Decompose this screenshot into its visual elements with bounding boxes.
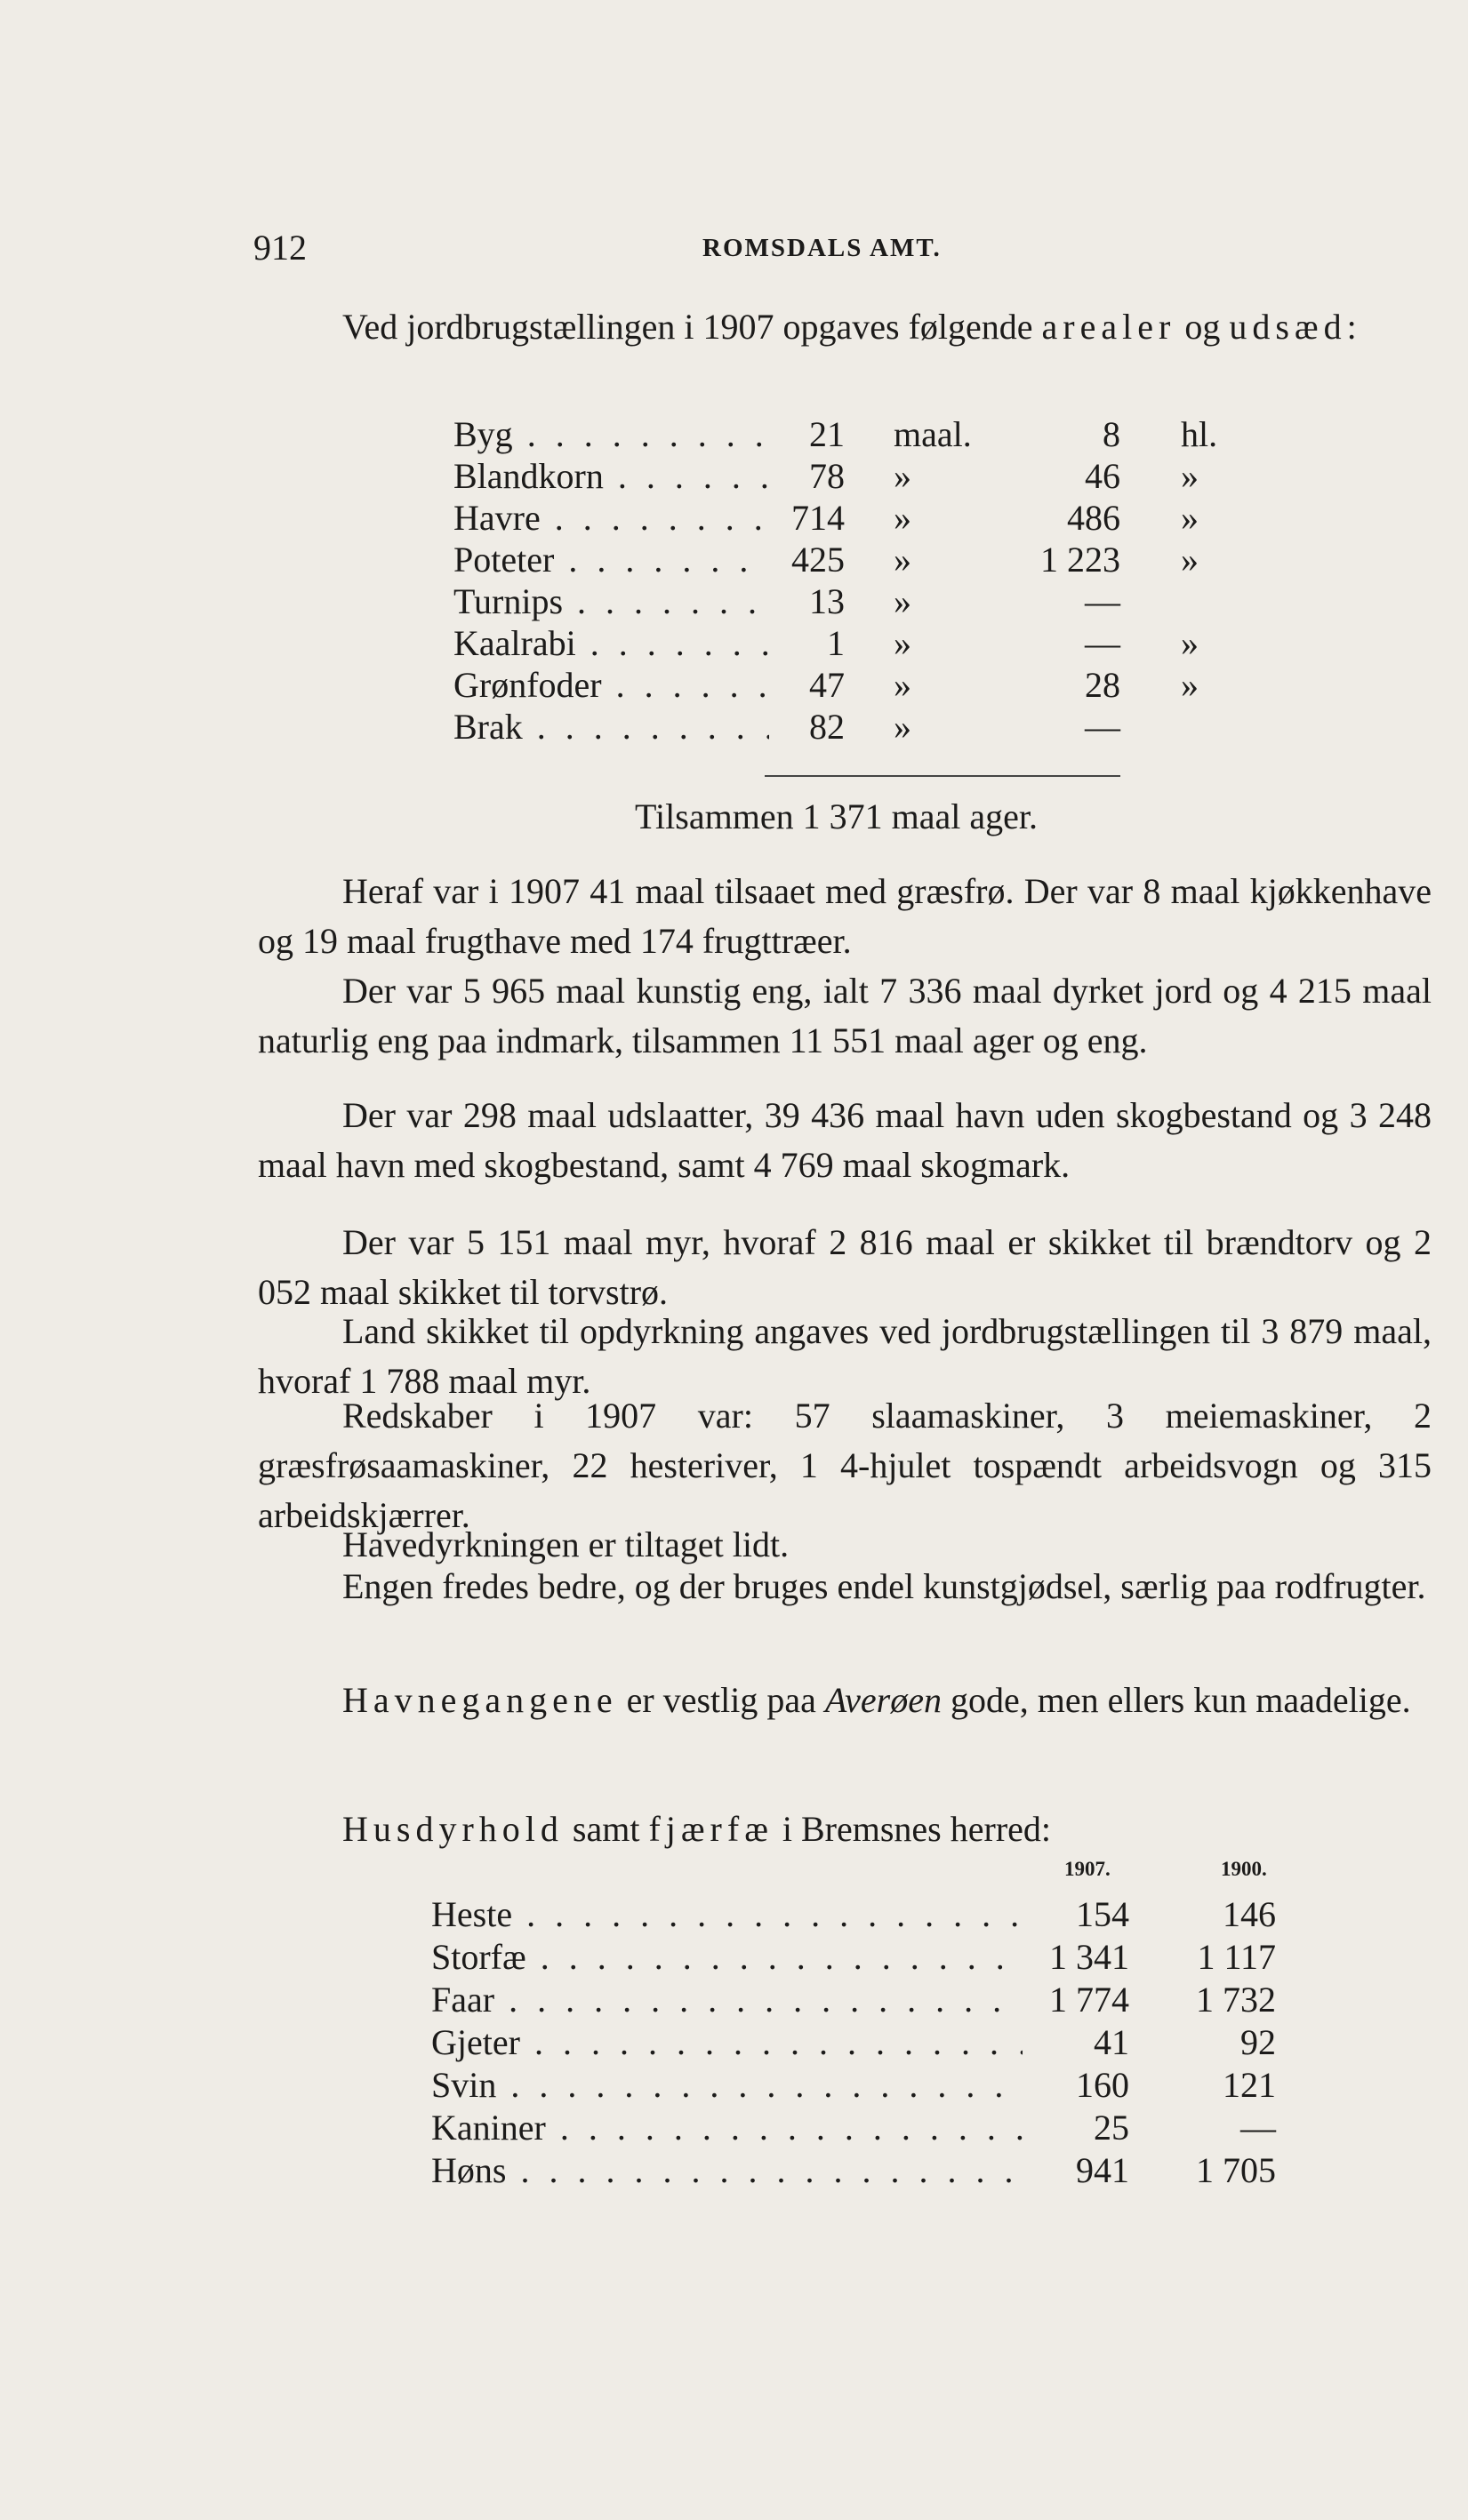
year-1907-header: 1907. <box>1064 1858 1111 1880</box>
paragraph-redskaber: Redskaber i 1907 var: 57 slaamaskiner, 3 meiemaskiner, 2 græsfrøsaamaskiner, 22 hesteriver, 1 4-hjulet tospændt arbeidsvogn og 315 arbeidskjærrer. <box>258 1396 1432 1535</box>
count-1900: — <box>1240 2108 1276 2148</box>
area-unit: » <box>894 581 911 621</box>
area-unit: » <box>894 540 911 580</box>
seed-unit: » <box>1181 456 1199 496</box>
animal-name: Gjeter . . . <box>431 2021 1045 2063</box>
animal-name: Storfæ . . . <box>431 1936 1045 1978</box>
running-title: ROMSDALS AMT. <box>702 234 942 262</box>
table-row <box>453 413 1236 455</box>
paragraph-opdyrkning: Land skikket til opdyrkning angaves ved jordbrugstællingen til 3 879 maal, hvoraf 1 788 maal myr. <box>258 1311 1432 1401</box>
crop-name: Grønfoder . . . <box>453 664 769 706</box>
crop-area: 47 <box>774 664 845 706</box>
crop-seed: 8 <box>1103 414 1120 454</box>
crop-area: 82 <box>774 706 845 748</box>
crop-seed: — <box>1085 581 1120 621</box>
crop-seed: 28 <box>1085 665 1120 705</box>
husdyr-table <box>431 1858 1303 2192</box>
animal-name: Svin . . . <box>431 2064 1045 2106</box>
paragraph-engen: Engen fredes bedre, og der bruges endel kunstgjødsel, særlig paa rodfrugter. <box>342 1566 1426 1606</box>
seed-unit: » <box>1181 498 1199 538</box>
husdyr-heading: Husdyrhold samt fjærfæ i Bremsnes herred: <box>342 1809 1052 1849</box>
seed-unit: » <box>1181 623 1199 663</box>
crop-area: 78 <box>774 455 845 497</box>
table-row <box>453 455 1236 497</box>
count-1907: 41 <box>1023 2021 1129 2063</box>
crop-area: 714 <box>774 497 845 539</box>
table-row <box>431 2107 1303 2149</box>
paragraph-graesfro: Heraf var i 1907 41 maal tilsaaet med græsfrø. Der var 8 maal kjøkkenhave og 19 maal frugthave med 174 frugttræer. <box>258 871 1432 961</box>
crop-area: 1 <box>774 622 845 664</box>
count-1900: 146 <box>1223 1894 1276 1934</box>
table-row <box>453 706 1236 748</box>
seed-unit: » <box>1181 540 1199 580</box>
crop-name: Kaalrabi . . . <box>453 622 769 664</box>
year-1900-header: 1900. <box>1221 1858 1267 1880</box>
crop-seed: — <box>1085 623 1120 663</box>
crop-area: 13 <box>774 580 845 622</box>
count-1900: 1 705 <box>1196 2150 1276 2190</box>
table-row <box>453 580 1236 622</box>
crop-name: Poteter . . . <box>453 539 769 580</box>
table-row <box>453 622 1236 664</box>
table-row <box>453 497 1236 539</box>
area-unit: » <box>894 498 911 538</box>
areal-table <box>453 413 1236 748</box>
crop-seed: 486 <box>1067 498 1120 538</box>
count-1900: 1 732 <box>1196 1980 1276 2020</box>
year-header-row <box>431 1858 1303 1893</box>
area-unit: » <box>894 707 911 747</box>
table-row <box>431 1979 1303 2021</box>
animal-name: Faar . . . <box>431 1979 1045 2020</box>
count-1907: 941 <box>1023 2149 1129 2191</box>
crop-seed: 46 <box>1085 456 1120 496</box>
crop-area: 21 <box>774 413 845 455</box>
crop-seed: 1 223 <box>1040 540 1120 580</box>
area-unit: » <box>894 623 911 663</box>
seed-unit: hl. <box>1181 414 1218 454</box>
table-row <box>431 2064 1303 2107</box>
count-1900: 121 <box>1223 2065 1276 2105</box>
count-1907: 154 <box>1023 1893 1129 1935</box>
count-1907: 1 774 <box>1023 1979 1129 2020</box>
area-unit: maal. <box>894 414 972 454</box>
count-1907: 160 <box>1023 2064 1129 2106</box>
page-header <box>253 227 1445 271</box>
intro-paragraph: Ved jordbrugstællingen i 1907 opgaves følgende arealer og udsæd: <box>342 307 1357 347</box>
total-line: Tilsammen 1 371 maal ager. <box>635 796 1038 836</box>
crop-seed: — <box>1085 707 1120 747</box>
table-row <box>431 2021 1303 2064</box>
paragraph-udslaatter: Der var 298 maal udslaatter, 39 436 maal havn uden skogbestand og 3 248 maal havn med skogbestand, samt 4 769 maal skogmark. <box>258 1095 1432 1185</box>
count-1900: 1 117 <box>1197 1937 1276 1977</box>
table-row <box>431 1936 1303 1979</box>
crop-name: Havre . . . <box>453 497 769 539</box>
paragraph-myr: Der var 5 151 maal myr, hvoraf 2 816 maal er skikket til brændtorv og 2 052 maal skikket til torvstrø. <box>258 1222 1432 1312</box>
paragraph-eng: Der var 5 965 maal kunstig eng, ialt 7 336 maal dyrket jord og 4 215 maal naturlig eng paa indmark, tilsammen 11 551 maal ager og eng. <box>258 971 1432 1060</box>
table-row <box>453 664 1236 706</box>
animal-name: Heste . . . <box>431 1893 1045 1935</box>
seed-unit: » <box>1181 665 1199 705</box>
sum-rule <box>765 775 1120 777</box>
page-number: 912 <box>253 228 307 268</box>
animal-name: Høns . . . <box>431 2149 1045 2191</box>
paragraph-havnegang: Havnegangene er vestlig paa Averøen gode, men ellers kun maadelige. <box>342 1680 1411 1720</box>
table-row <box>431 1893 1303 1936</box>
count-1907: 25 <box>1023 2107 1129 2148</box>
table-row <box>431 2149 1303 2192</box>
area-unit: » <box>894 456 911 496</box>
crop-name: Turnips . . . <box>453 580 769 622</box>
crop-name: Blandkorn . . . <box>453 455 769 497</box>
count-1907: 1 341 <box>1023 1936 1129 1978</box>
paragraph-havedyrkning: Havedyrkningen er tiltaget lidt. <box>342 1524 790 1564</box>
crop-name: Byg . . . <box>453 413 769 455</box>
area-unit: » <box>894 665 911 705</box>
animal-name: Kaniner . . . <box>431 2107 1045 2148</box>
count-1900: 92 <box>1240 2022 1276 2062</box>
table-row <box>453 539 1236 580</box>
crop-area: 425 <box>774 539 845 580</box>
crop-name: Brak . . . <box>453 706 769 748</box>
